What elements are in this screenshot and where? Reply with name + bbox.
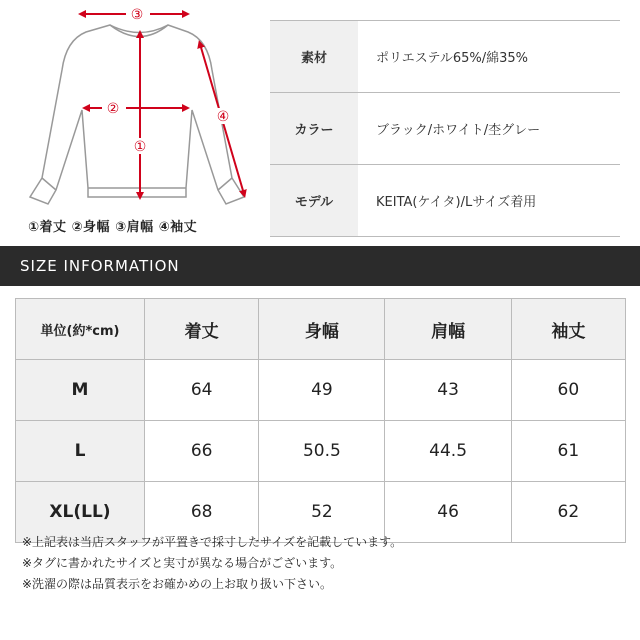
table-cell: 50.5	[259, 421, 385, 482]
spec-key: 素材	[270, 21, 358, 93]
column-header-length: 着丈	[145, 299, 259, 360]
spec-value: KEITA(ケイタ)/Lサイズ着用	[358, 165, 620, 237]
note-line: ※上記表は当店スタッフが平置きで採寸したサイズを記載しています。	[22, 535, 403, 549]
column-header-unit: 単位(約*cm)	[16, 299, 145, 360]
table-cell: 66	[145, 421, 259, 482]
table-cell: 46	[385, 482, 511, 543]
note-line: ※タグに書かれたサイズと実寸が異なる場合がございます。	[22, 556, 343, 570]
size-label: L	[16, 421, 145, 482]
column-header-width: 身幅	[259, 299, 385, 360]
column-header-sleeve: 袖丈	[511, 299, 625, 360]
spec-row-color	[270, 93, 620, 165]
table-cell: 52	[259, 482, 385, 543]
marker-sleeve: ④	[216, 109, 230, 125]
spec-value: ブラック/ホワイト/杢グレー	[358, 93, 620, 165]
size-label: XL(LL)	[16, 482, 145, 543]
table-cell: 62	[511, 482, 625, 543]
table-cell: 68	[145, 482, 259, 543]
spec-row-material	[270, 21, 620, 93]
marker-length: ①	[133, 139, 147, 155]
size-table	[15, 298, 626, 543]
spec-row-model	[270, 165, 620, 237]
table-cell: 60	[511, 360, 625, 421]
marker-shoulder: ③	[130, 7, 144, 23]
table-cell: 43	[385, 360, 511, 421]
measurement-legend: ①着丈 ②身幅 ③肩幅 ④袖丈	[28, 220, 198, 235]
table-row	[16, 360, 626, 421]
table-cell: 49	[259, 360, 385, 421]
size-table-header-row	[16, 299, 626, 360]
table-cell: 61	[511, 421, 625, 482]
sweatshirt-diagram	[0, 0, 260, 240]
size-information-header: SIZE INFORMATION	[0, 246, 640, 286]
spec-key: カラー	[270, 93, 358, 165]
marker-width: ②	[106, 101, 120, 117]
table-cell: 64	[145, 360, 259, 421]
note-line: ※洗濯の際は品質表示をお確かめの上お取り扱い下さい。	[22, 577, 333, 591]
spec-value: ポリエステル65%/綿35%	[358, 21, 620, 93]
garment-outline	[30, 25, 244, 204]
table-cell: 44.5	[385, 421, 511, 482]
table-row	[16, 421, 626, 482]
spec-table	[270, 20, 620, 237]
notes	[22, 532, 402, 595]
column-header-shoulder: 肩幅	[385, 299, 511, 360]
size-label: M	[16, 360, 145, 421]
spec-key: モデル	[270, 165, 358, 237]
